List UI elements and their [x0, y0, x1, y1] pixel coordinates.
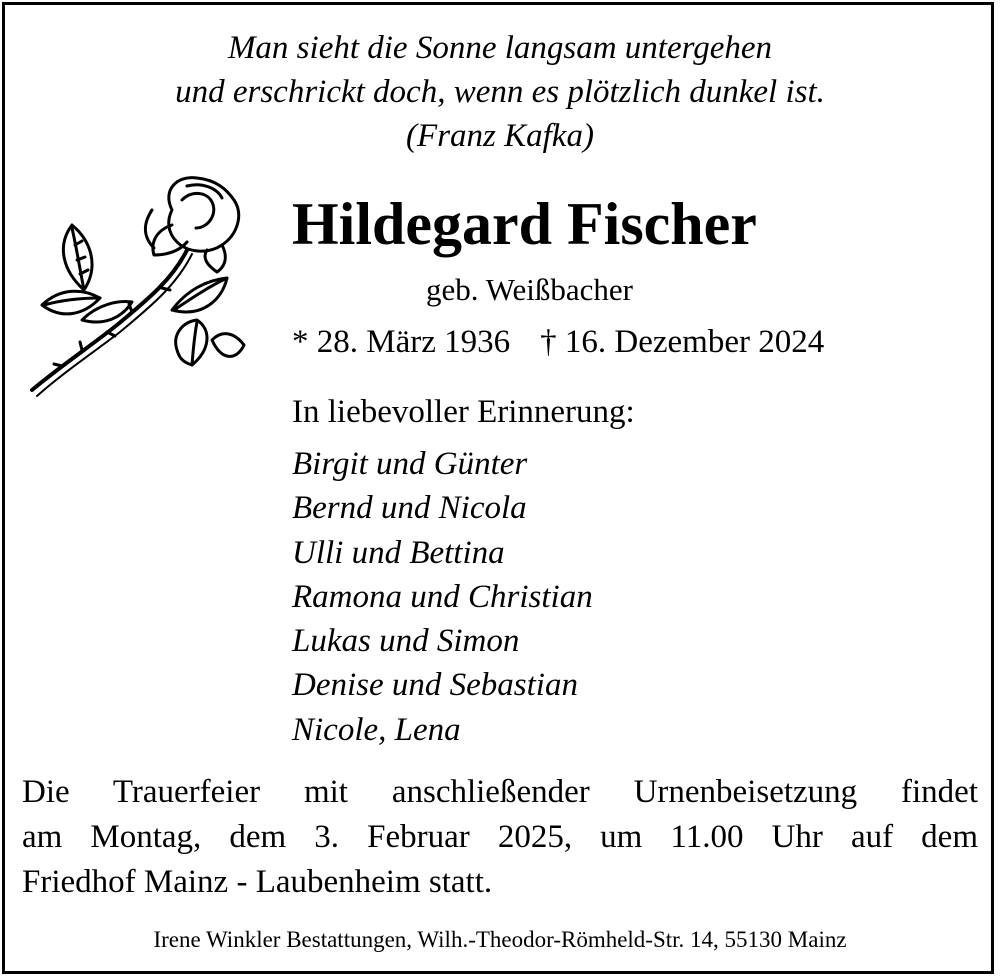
- life-dates: [292, 320, 824, 364]
- mourner-name: Lukas und Simon: [292, 623, 520, 660]
- mourner-name: Birgit und Günter: [292, 446, 528, 482]
- ceremony-line: Friedhof Mainz - Laubenheim statt.: [22, 864, 493, 900]
- birth-name: geb. Weißbacher: [426, 272, 633, 307]
- funeral-home-footer: Irene Winkler Bestattungen, Wilh.-Theodor-Römheld-Str. 14, 55130 Mainz: [153, 927, 847, 952]
- death-date: † 16. Dezember 2024: [540, 324, 825, 360]
- mourner-name: Bernd und Nicola: [292, 490, 527, 527]
- quote-block: [0, 26, 1000, 158]
- mourner-name: Ulli und Bettina: [292, 534, 505, 571]
- mourner-name: Ramona und Christian: [292, 578, 593, 615]
- memory-intro: In liebevoller Erinnerung:: [292, 394, 635, 430]
- ceremony-notice: [22, 770, 978, 905]
- mourner-list: [292, 442, 593, 752]
- ceremony-line: Die Trauerfeier mit anschließender Urnenbeisetzung findet: [22, 774, 978, 810]
- deceased-name: Hildegard Fischer: [292, 191, 757, 257]
- rose-icon: [22, 170, 262, 410]
- quote-author: (Franz Kafka): [406, 118, 594, 154]
- mourner-name: Nicole, Lena: [292, 711, 461, 748]
- birth-date: * 28. März 1936: [292, 324, 511, 360]
- quote-line: Man sieht die Sonne langsam untergehen: [227, 30, 773, 66]
- quote-line: und erschrickt doch, wenn es plötzlich dunkel ist.: [175, 74, 825, 110]
- mourner-name: Denise und Sebastian: [292, 667, 578, 704]
- ceremony-line: am Montag, dem 3. Februar 2025, um 11.00 Uhr auf dem: [22, 819, 978, 855]
